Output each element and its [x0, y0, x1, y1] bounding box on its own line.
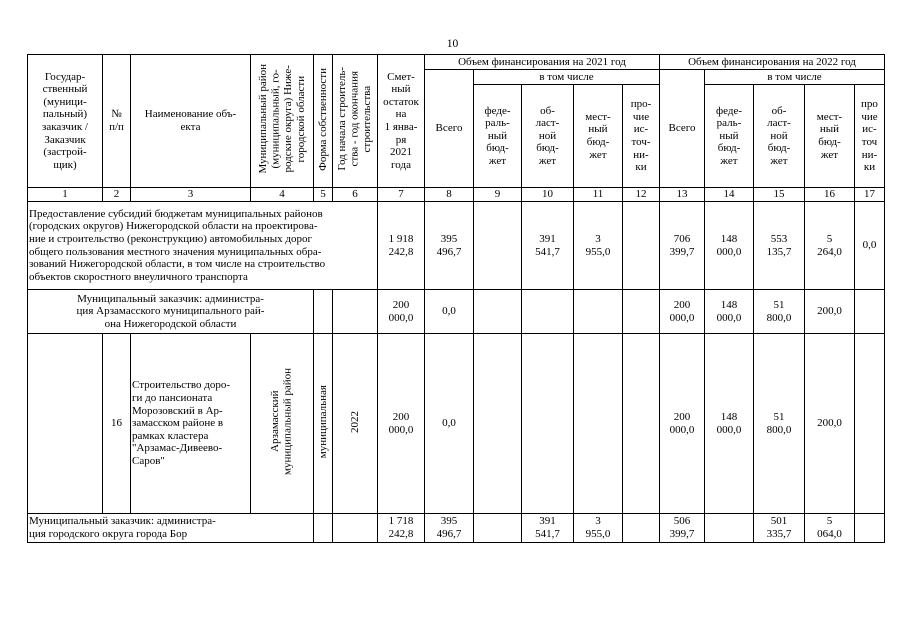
arzamas-balance: 200 000,0 [378, 290, 425, 334]
bor-regional-2021: 391 541,7 [522, 514, 574, 543]
subsidy-local-2021: 3 955,0 [574, 202, 623, 290]
column-number: 10 [522, 188, 574, 202]
subsidy-row [28, 202, 885, 290]
funding-table [27, 54, 885, 543]
object-16-name: Строительство доро- ги до пансионата Морозовский в Ар- замасском районе в рамках кластера "Арзамас-Дивеево- Саров" [131, 334, 251, 514]
bor-customer-title: Муниципальный заказчик: администра- ция городского округа города Бор [28, 514, 314, 543]
object-16-ownership: муниципальная [314, 334, 333, 514]
header-estimated-balance: Смет- ный остаток на 1 янва- ря 2021 года [378, 55, 425, 188]
column-number: 2 [103, 188, 131, 202]
bor-regional-2022: 501 335,7 [754, 514, 805, 543]
header-municipal-district: Муниципальный район (муниципальный, го- родские округа) Ниже- городской области [251, 55, 314, 188]
header-other-2021: про- чие ис- точ- ни- ки [623, 85, 660, 188]
header-funding-2022: Объем финансирования на 2022 год [660, 55, 885, 70]
column-number: 1 [28, 188, 103, 202]
arzamas-customer-title: Муниципальный заказчик: администра- ция Арзамасского муниципального рай- она Нижегородской области [28, 290, 314, 334]
header-construction-years: Год начала строитель- ства - год окончания строительства [333, 55, 378, 188]
column-number: 4 [251, 188, 314, 202]
arzamas-regional-2022: 51 800,0 [754, 290, 805, 334]
header-ownership-form: Форма собственности [314, 55, 333, 188]
bor-customer-row [28, 514, 885, 543]
header-federal-2022: феде- раль- ный бюд- жет [705, 85, 754, 188]
object-16-no: 16 [103, 334, 131, 514]
bor-balance: 1 718 242,8 [378, 514, 425, 543]
column-number-row [28, 188, 885, 202]
object-16-total-2021: 0,0 [425, 334, 474, 514]
header-other-2022: про чие ис- точ ни- ки [855, 85, 885, 188]
column-number: 13 [660, 188, 705, 202]
object-16-row [28, 334, 885, 514]
arzamas-federal-2022: 148 000,0 [705, 290, 754, 334]
header-including-2021: в том числе [474, 70, 660, 85]
arzamas-customer-row [28, 290, 885, 334]
header-total-2021: Всего [425, 70, 474, 188]
header-including-2022: в том числе [705, 70, 885, 85]
column-number: 14 [705, 188, 754, 202]
subsidy-total-2022: 706 399,7 [660, 202, 705, 290]
subsidy-regional-2022: 553 135,7 [754, 202, 805, 290]
header-regional-2021: об- ласт- ной бюд- жет [522, 85, 574, 188]
column-number: 17 [855, 188, 885, 202]
header-local-2022: мест- ный бюд- жет [805, 85, 855, 188]
arzamas-total-2022: 200 000,0 [660, 290, 705, 334]
page-number: 10 [446, 38, 459, 50]
column-number: 16 [805, 188, 855, 202]
column-number: 5 [314, 188, 333, 202]
subsidy-title: Предоставление субсидий бюджетам муниципальных районов (городских округов) Нижегородской области на проектирова- ние и строительство (реконструкцию) автомобильных дорог общего пользования местного значения муниципальных обра- зований Нижегородской области, в том числе на строительство объектов скоростного внеуличного транспорта [28, 202, 378, 290]
bor-total-2021: 395 496,7 [425, 514, 474, 543]
subsidy-total-2021: 395 496,7 [425, 202, 474, 290]
object-16-district: Арзамасский муниципальный район [251, 334, 314, 514]
object-16-balance: 200 000,0 [378, 334, 425, 514]
arzamas-total-2021: 0,0 [425, 290, 474, 334]
column-number: 9 [474, 188, 522, 202]
column-number: 7 [378, 188, 425, 202]
header-local-2021: мест- ный бюд- жет [574, 85, 623, 188]
header-row-no: № п/п [103, 55, 131, 188]
subsidy-other-2021 [623, 202, 660, 290]
object-16-years: 2022 [333, 334, 378, 514]
column-number: 6 [333, 188, 378, 202]
object-16-federal-2022: 148 000,0 [705, 334, 754, 514]
column-number: 11 [574, 188, 623, 202]
subsidy-local-2022: 5 264,0 [805, 202, 855, 290]
header-object-name: Наименование объ- екта [131, 55, 251, 188]
object-16-regional-2022: 51 800,0 [754, 334, 805, 514]
object-16-total-2022: 200 000,0 [660, 334, 705, 514]
bor-total-2022: 506 399,7 [660, 514, 705, 543]
column-number: 3 [131, 188, 251, 202]
column-number: 15 [754, 188, 805, 202]
arzamas-local-2022: 200,0 [805, 290, 855, 334]
subsidy-regional-2021: 391 541,7 [522, 202, 574, 290]
subsidy-federal-2022: 148 000,0 [705, 202, 754, 290]
header-funding-2021: Объем финансирования на 2021 год [425, 55, 660, 70]
object-16-local-2022: 200,0 [805, 334, 855, 514]
column-number: 8 [425, 188, 474, 202]
header-customer: Государ- ственный (муници- пальный) заказчик / Заказчик (застрой- щик) [28, 55, 103, 188]
bor-local-2021: 3 955,0 [574, 514, 623, 543]
subsidy-federal-2021 [474, 202, 522, 290]
column-number: 12 [623, 188, 660, 202]
header-regional-2022: об- ласт- ной бюд- жет [754, 85, 805, 188]
subsidy-other-2022: 0,0 [855, 202, 885, 290]
header-total-2022: Всего [660, 70, 705, 188]
header-federal-2021: феде- раль- ный бюд- жет [474, 85, 522, 188]
bor-local-2022: 5 064,0 [805, 514, 855, 543]
subsidy-balance: 1 918 242,8 [378, 202, 425, 290]
